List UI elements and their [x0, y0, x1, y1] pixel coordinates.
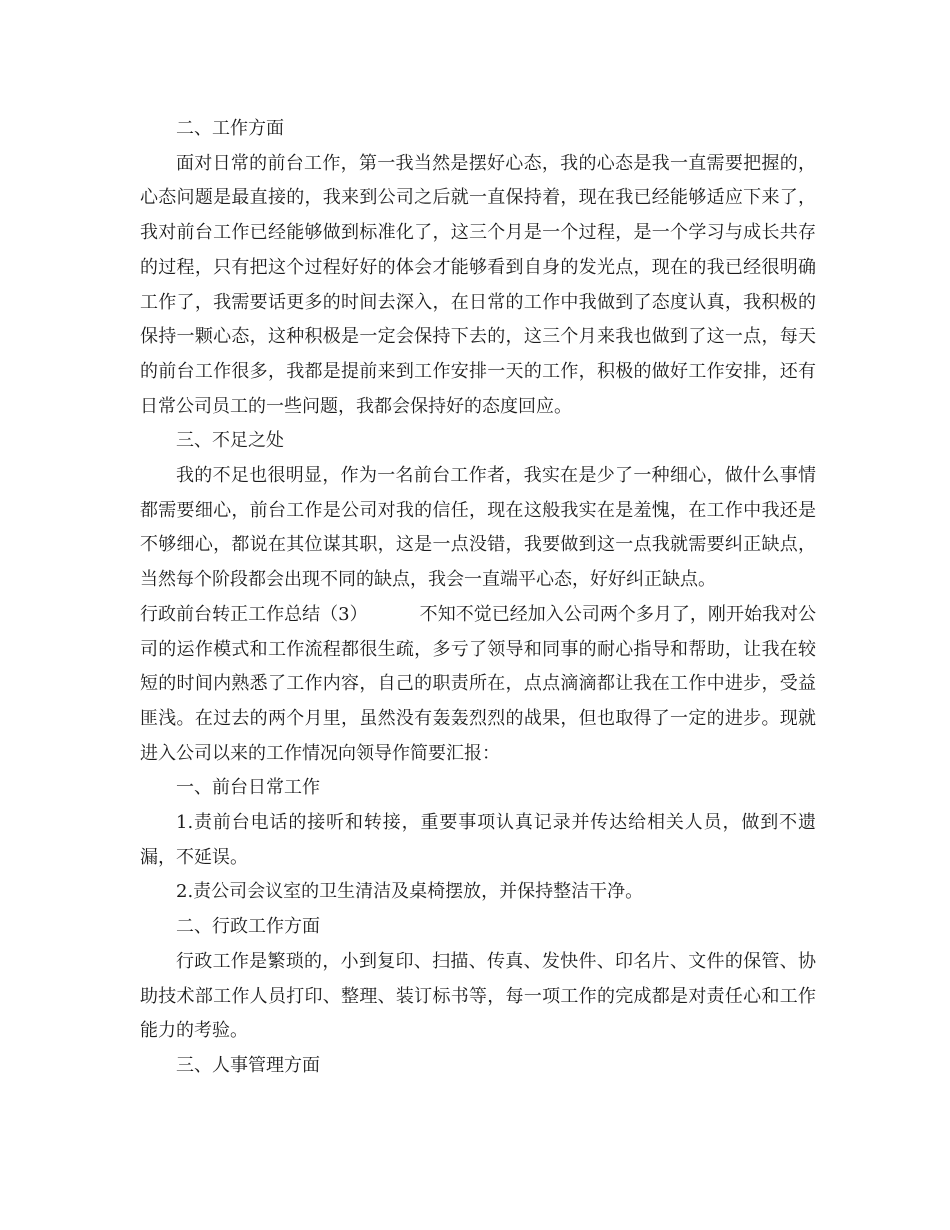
document-page — [140, 112, 816, 1084]
section-heading-daily: 一、前台日常工作 — [176, 777, 320, 799]
report3-intro-block — [140, 598, 816, 772]
section-heading-work: 二、工作方面 — [176, 118, 284, 139]
paragraph-admin: 行政工作是繁琐的，小到复印、扫描、传真、发快件、印名片、文件的保管、协助技术部工作人员打印、整理、装订标书等，每一项工作的完成都是对责任心和工作能力的考验。 — [140, 950, 816, 1042]
report3-title: 行政前台转正工作总结（3） — [140, 603, 368, 625]
section-heading-hr: 三、人事管理方面 — [176, 1054, 320, 1076]
section-heading-admin: 二、行政工作方面 — [176, 916, 320, 938]
paragraph-work: 面对日常的前台工作，第一我当然是摆好心态，我的心态是我一直需要把握的，心态问题是最直接的，我来到公司之后就一直保持着，现在我已经能够适应下来了，我对前台工作已经能够做到标准化了，这三个月是一个过程，是一个学习与成长共存的过程，只有把这个过程好好的体会才能够看到自身的发光点，现在的我已经很明确工作了，我需要话更多的时间去深入，在日常的工作中我做到了态度认真，我积极的保持一颗心态，这种积极是一定会保持下去的，这三个月来我也做到了这一点，每天的前台工作很多，我都是提前来到工作安排一天的工作，积极的做好工作安排，还有日常公司员工的一些问题，我都会保持好的态度回应。 — [140, 152, 816, 417]
paragraph-shortcomings: 我的不足也很明显，作为一名前台工作者，我实在是少了一种细心，做什么事情都需要细心，前台工作是公司对我的信任，现在这般我实在是羞愧，在工作中我还是不够细心，都说在其位谋其职，这是一点没错，我要做到这一点我就需要纠正缺点，当然每个阶段都会出现不同的缺点，我会一直端平心态，好好纠正缺点。 — [140, 465, 816, 591]
report3-intro: 不知不觉已经加入公司两个多月了，刚开始我对公司的运作模式和工作流程都很生疏，多亏了领导和同事的耐心指导和帮助，让我在较短的时间内熟悉了工作内容，自己的职责所在，点点滴滴都让我在工作中进步，受益匪浅。在过去的两个月里，虽然没有轰轰烈烈的战果，但也取得了一定的进步。现就进入公司以来的工作情况向领导作简要汇报： — [140, 603, 817, 764]
section-heading-shortcomings: 三、不足之处 — [176, 430, 284, 452]
list-item-daily-2: 2.责公司会议室的卫生清洁及桌椅摆放，并保持整洁干净。 — [176, 881, 644, 903]
list-item-daily-1: 1.责前台电话的接听和转接，重要事项认真记录并传达给相关人员，做到不遗漏，不延误。 — [140, 812, 816, 868]
